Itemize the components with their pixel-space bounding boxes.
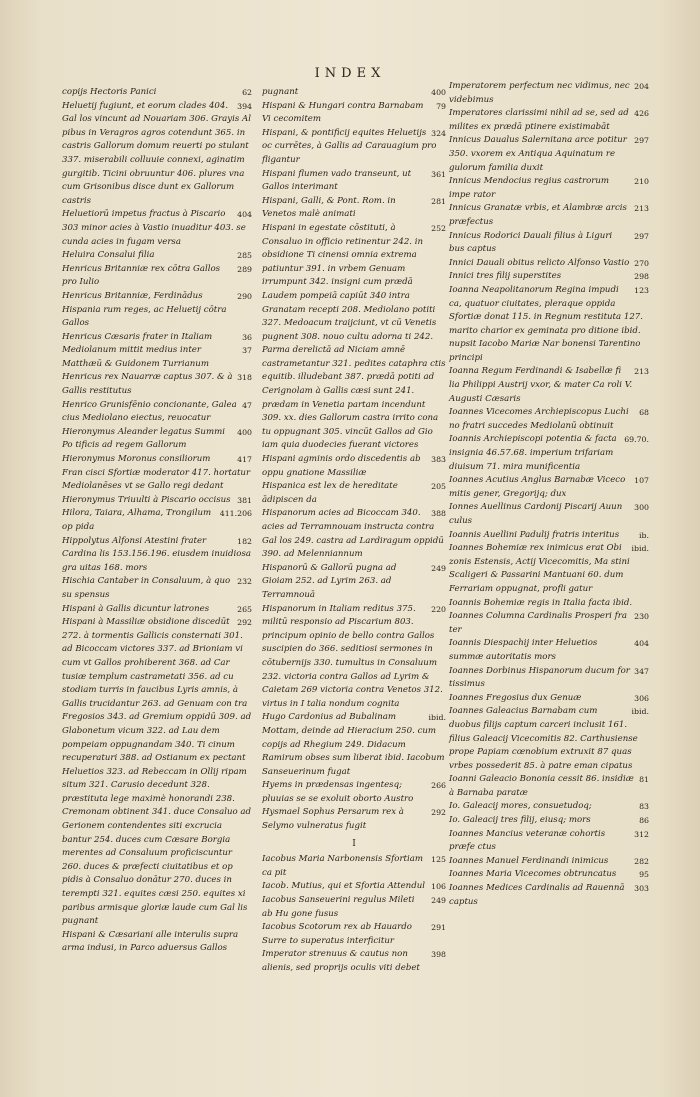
- index-entry: [62, 929, 252, 956]
- page-reference: 182: [237, 536, 252, 546]
- page-reference: 106: [431, 882, 446, 892]
- index-entry: [262, 603, 446, 712]
- index-entry: [449, 705, 649, 773]
- entry-text: Iacobus Maria Narbonensis Sfortiam ca pit: [262, 854, 424, 878]
- entry-text: Imperator strenuus & cautus non alienis, sed proprijs oculis viti debet: [262, 949, 420, 973]
- page-reference: 400: [237, 427, 252, 437]
- index-entry: [449, 692, 649, 706]
- page-reference: 79: [436, 101, 446, 111]
- index-entry: [62, 399, 252, 426]
- entry-text: Heluetiorū impetus fractus à Piscario 303 minor acies à Vastio inuaditur 403. se cunda acies in fugam versa: [62, 209, 246, 247]
- page-reference: 303: [634, 884, 649, 894]
- entry-text: Innici tres filij superstites: [449, 271, 562, 282]
- entry-text: Ioanna Regum Ferdinandi & Isabellæ fi lia Philippi Austrij vxor, & mater Ca roli V. Augusti Cæsaris: [449, 366, 633, 404]
- index-entry: [62, 371, 252, 398]
- index-entry: [449, 230, 649, 257]
- page-reference: 291: [431, 923, 446, 933]
- index-entry: [449, 284, 649, 366]
- page-reference: 312: [634, 829, 649, 839]
- index-entry: [62, 208, 252, 249]
- entry-text: Ioannes Galeacius Barnabam cum duobus filijs captum carceri inclusit 161. filius Galeacij Vicecomitis 82. Carthusiense prope Papiam cœnobium extruxit 87 quas vrbes possederit 85. à patre eman cipatus: [449, 706, 638, 771]
- entry-text: Innicus Mendocius regius castrorum impe rator: [449, 176, 610, 200]
- index-entry: [262, 453, 446, 480]
- page-reference: 265: [237, 604, 252, 614]
- index-entry: [449, 134, 649, 175]
- index-entry: [262, 507, 446, 561]
- entry-text: Hispani à Gallis dicuntur latrones: [62, 603, 210, 614]
- index-entry: [449, 828, 649, 855]
- entry-text: Henricus Britanniæ, Ferdinādus Hispania rum reges, ac Heluetij cōtra Gallos: [62, 290, 227, 329]
- entry-text: Hispanorū & Gallorū pugna ad Gioiam 252. ad Lyrim 263. ad Terramnouā: [262, 562, 397, 600]
- entry-text: Hispanorum in Italiam reditus 375. militū responsio ad Piscarium 803. principum opinio de bello contra Gallos suscipien do 366. seditiosi sermones in cōtubernijs 330. tumultus in Consaluum 232. victoria contra Gallos ad Lyrim & Caietam 269 victoria contra Venetos 312. virtus in I talia nondum cognita: [262, 603, 443, 709]
- index-entry: [449, 868, 649, 882]
- index-entry: [62, 453, 252, 494]
- page-reference: 69.70.: [624, 435, 649, 445]
- index-column-right: [449, 80, 649, 909]
- entry-text: Ioannis Diespachij inter Heluetios summæ autoritatis mors: [449, 638, 598, 662]
- page-reference: 81: [639, 775, 649, 785]
- entry-text: Ioannis Bohemiæ regis in Italia facta ibid.: [449, 597, 633, 608]
- index-entry: [62, 86, 252, 100]
- index-entry: [262, 894, 446, 921]
- page-reference: 417: [237, 455, 252, 465]
- page-reference: 210: [634, 177, 649, 187]
- entry-text: Ioannes Medices Cardinalis ad Rauennā captus: [449, 883, 625, 907]
- index-entry: [449, 665, 649, 692]
- entry-text: Hispani, & pontificij equites Heluetijs oc currētes, à Gallis ad Carauagium pro fligantur: [262, 127, 437, 165]
- entry-text: Hieronymus Moronus consiliorum Fran cisci Sfortiæ moderator 417. hortatur Mediolanēses vt se Gallo regi dedant: [62, 454, 251, 492]
- index-entry: [449, 270, 649, 284]
- index-entry: [262, 168, 446, 195]
- index-entry: [62, 344, 252, 371]
- page-reference: 95: [639, 870, 649, 880]
- index-entry: [449, 814, 649, 828]
- index-entry: [262, 779, 446, 806]
- index-entry: [62, 100, 252, 209]
- index-entry: [449, 365, 649, 406]
- page-reference: 388: [431, 509, 446, 519]
- page-reference: 68: [639, 408, 649, 418]
- index-entry: [262, 562, 446, 603]
- page-reference: 411.206: [219, 509, 252, 519]
- page-reference: 383: [431, 455, 446, 465]
- page-reference: ib.: [639, 530, 649, 540]
- index-entry: [262, 480, 446, 507]
- entry-text: Hispani in egestate cōstituti, à Consaluo in officio retinentur 242. in obsidione Ti cinensi omnia extrema patiuntur 391. in vrbem Genuam irrumpunt 342. insigni cum prædā Laudem pompeiā capiūt 340 intra Granatam recepti 208. Mediolano potiti 327. Medoacum traijciunt, vt cū Venetis pugnent 308. nouo cultu adorna ti 242. Parma derelictā ad Niciam amnē castrametantur 321. pedites cataphra ctis equitib. illudebant 387. prædā potiti ad Cerignolam à Gallis cæsi sunt 241. prædam in Venetia partam incendunt 309. xx. dies Gallorum castra irrito cona tu oppugnant 305. vincūt Gallos ad Gio iam quia duodecies fuerant victores: [262, 222, 446, 451]
- page-reference: 266: [431, 781, 446, 791]
- index-entry: [449, 202, 649, 229]
- entry-text: Ionnes Auellinus Cardonij Piscarij Auun culus: [449, 502, 623, 526]
- index-entry: [449, 474, 649, 501]
- entry-text: Iacobus Sanseuerini regulus Mileti ab Hu gone fusus: [262, 895, 415, 919]
- index-entry: [449, 107, 649, 134]
- entry-text: Iacobus Scotorum rex ab Hauardo Surre to superatus interficitur: [262, 922, 412, 946]
- entry-text: Imperatores clarissimi nihil ad se, sed ad milites ex prædā ptinere existimabāt: [449, 108, 629, 132]
- index-entry: [262, 195, 446, 222]
- page-reference: 285: [237, 251, 252, 261]
- entry-text: Hispani & Hungari contra Barnabam Vi cecomitem: [262, 100, 424, 125]
- section-letter: I: [352, 838, 356, 849]
- page-reference: 306: [634, 693, 649, 703]
- entry-text: Ioanna Neapolitanorum Regina impudi ca, quatuor ciuitates, pleraque oppida Sfortiæ donat 115. in Regnum restituta 127. marito charior ex geminata pro ditione ibid. nupsit Iacobo Mariæ Nar bonensi Tarentino principi: [449, 284, 644, 363]
- page-header: INDEX: [314, 66, 386, 81]
- index-entry: [449, 406, 649, 433]
- entry-text: Iacob. Mutius, qui et Sfortia Attendul: [262, 881, 425, 892]
- entry-text: Ioannes Acutius Anglus Barnabæ Viceco mitis gener, Gregorijq; dux: [449, 475, 626, 499]
- entry-text: pugnant: [262, 87, 299, 97]
- entry-text: Innicus Daualus Salernitana arce potitur 350. vxorem ex Antiqua Aquinatum re gulorum familia duxit: [449, 135, 627, 173]
- page-reference: 252: [431, 223, 446, 233]
- index-entry: [262, 100, 446, 127]
- page-reference: 36: [242, 332, 252, 342]
- entry-text: Hispani à Massiliæ obsidione discedūt 272. à tormentis Gallicis consternati 301. ad Bicoccam victores 337. ad Brioniam vi cum vt Gallos prohiberent 368. ad Car tusiæ templum castrametati 356. ad cu stodiam turris in faucibus Lyris amnis, à Gallis trucidantur 263. ad Genuam con tra Fregosios 343. ad Gremium oppidū 309. ad Glabonetum vicum 322. ad Lau dem pompeiam oppugnandam 340. Ti cinum recuperaturi 388. ad Ostianum ex pectant Heluetios 323. ad Rebeccam in Ollij ripam situm 321. Carusio decedunt 328. præstituta lege maximè honorandi 238. Cremonam obtinent 341. duce Consaluo ad Gerionem contendentes siti excrucia bantur 254. duces cum Cæsare Borgia merentes ad Consaluum proficiscuntur 260. duces & præfecti ciuitatibus et op pidis à Consaluo donātur 270. duces in terempti 321. equites cæsi 250. equites xi paribus armisque gloriæ laude cum Gal lis pugnant: [62, 617, 252, 927]
- page-reference: 290: [237, 291, 252, 301]
- entry-text: Ioannes Vicecomes Archiepiscopus Luchi no fratri succedes Mediolanū obtinuit: [449, 407, 629, 431]
- index-entry: [262, 853, 446, 880]
- index-entry: [449, 80, 649, 107]
- page-reference: 83: [639, 802, 649, 812]
- entry-text: copijs Hectoris Panici: [62, 87, 157, 97]
- entry-text: Ioannes Bohemiæ rex inimicus erat Obi zonis Estensis, Actij Vicecomitis, Ma stini Scaligeri & Passarini Mantuani 60. dum Ferrariam oppugnat, profli gatur: [449, 543, 630, 594]
- page-reference: 318: [237, 373, 252, 383]
- page-reference: 404: [634, 639, 649, 649]
- page-reference: 289: [237, 264, 252, 274]
- page-reference: ibid.: [428, 713, 446, 723]
- index-entry: [262, 222, 446, 453]
- index-entry: [262, 86, 446, 100]
- index-entry: [62, 263, 252, 290]
- index-entry: [449, 542, 649, 596]
- page-reference: 213: [634, 367, 649, 377]
- entry-text: Ioannis Auellini Padulij fratris interitus: [449, 529, 620, 540]
- entry-text: Ioannes Columna Cardinalis Prosperi fra ter: [449, 611, 627, 635]
- page-reference: 220: [431, 604, 446, 614]
- page-reference: 282: [634, 856, 649, 866]
- page-reference: 297: [634, 136, 649, 146]
- entry-text: Hysmael Sophus Persarum rex à Selymo vulneratus fugit: [262, 807, 404, 832]
- page-reference: 298: [634, 272, 649, 282]
- index-column-middle: [262, 86, 446, 976]
- entry-text: Io. Galeacij tres filij, eiusq; mors: [449, 815, 591, 826]
- page-reference: 213: [634, 204, 649, 214]
- page-reference: 205: [431, 482, 446, 492]
- index-entry: [62, 290, 252, 331]
- page-reference: 381: [237, 495, 252, 505]
- page-reference: 249: [431, 896, 446, 906]
- index-entry: [449, 610, 649, 637]
- entry-text: Hilora, Taiara, Alhama, Trongilum op pida: [62, 508, 212, 532]
- index-entry: [449, 175, 649, 202]
- index-entry: [62, 603, 252, 617]
- page-reference: 398: [431, 950, 446, 960]
- entry-text: Ioannes Dorbinus Hispanorum ducum for tissimus: [449, 665, 630, 690]
- page-reference: 270: [634, 258, 649, 268]
- page-reference: 107: [634, 476, 649, 486]
- index-entry: [62, 494, 252, 508]
- page-reference: 361: [431, 169, 446, 179]
- index-entry: [62, 331, 252, 345]
- index-column-left: [62, 86, 252, 956]
- entry-text: Ioannes Fregosius dux Genuæ: [449, 692, 582, 703]
- page-reference: 324: [431, 128, 446, 138]
- index-entry: [449, 773, 649, 800]
- entry-text: Heluetij fugiunt, et eorum clades 404. Gal los vincunt ad Nouariam 306. Grayis Al pibus in Veragros agros cotendunt 365. in castris Gallorum domum reuerti po stulant 337. miserabili colluuie connexi, aginatim gurgitib. Ticini obruuntur 406. plures vna cum Grisonibus disce dunt ex Gallorum castris: [62, 100, 251, 206]
- index-entry: [62, 535, 252, 576]
- page-reference: 37: [242, 346, 252, 356]
- entry-text: Hippolytus Alfonsi Atestini frater Cardina lis 153.156.196. eiusdem inuidiosa gra uitas 168. mors: [62, 535, 251, 573]
- entry-text: Hyems in prædensas ingentesq; pluuias se se exoluit oborto Austro: [262, 780, 414, 804]
- index-entry: [449, 597, 649, 611]
- entry-text: Mediolanum mittit medius inter Matthæū & Guidonem Turrianum: [62, 345, 209, 369]
- page-reference: 300: [634, 503, 649, 513]
- entry-text: Hispani, Galli, & Pont. Rom. in Venetos malè animati: [262, 195, 396, 220]
- index-entry: [449, 257, 649, 271]
- entry-text: Henricus Britanniæ rex cōtra Gallos pro Iulio: [62, 263, 221, 288]
- index-entry: [449, 529, 649, 543]
- entry-text: Henricus rex Nauarræ captus 307. & à Gallis restitutus: [62, 372, 233, 397]
- entry-text: Innicus Rodorici Dauali filius à Liguri bus captus: [449, 230, 613, 255]
- page-reference: 232: [237, 577, 252, 587]
- page-reference: 230: [634, 612, 649, 622]
- page-reference: ibid.: [631, 544, 649, 554]
- page-reference: ibid.: [631, 707, 649, 717]
- index-entry: [262, 921, 446, 948]
- entry-text: Innici Dauali obitus relicto Alfonso Vastio: [449, 257, 630, 268]
- entry-text: Imperatorem perfectum nec vidimus, nec videbimus: [449, 81, 630, 105]
- index-entry: [262, 948, 446, 975]
- index-entry: [62, 249, 252, 263]
- page-reference: 86: [639, 816, 649, 826]
- page-reference: 297: [634, 231, 649, 241]
- page-reference: 281: [431, 196, 446, 206]
- page-reference: 47: [242, 400, 252, 410]
- index-entry: [62, 426, 252, 453]
- page-reference: 404: [237, 210, 252, 220]
- entry-text: Innicus Granatæ vrbis, et Alambræ arcis præfectus: [449, 203, 627, 227]
- index-entry: [449, 882, 649, 909]
- page-reference: 394: [237, 101, 252, 111]
- index-entry: [262, 806, 446, 833]
- page-reference: 292: [431, 808, 446, 818]
- entry-text: Hieronymus Triuulti à Piscario occisus: [62, 494, 231, 505]
- page-reference: 400: [431, 88, 446, 97]
- entry-text: Hugo Cardonius ad Bubalinam Mottam, deinde ad Hieracium 250. cum copijs ad Rhegium 249. Didacum Ramirum obses sum liberat ibid. Iacobum Sanseuerinum fugat: [262, 712, 445, 777]
- entry-text: Henrico Grunisfēnio concionante, Galea cius Mediolano eiectus, reuocatur: [62, 399, 237, 424]
- entry-text: Henricus Cæsaris frater in Italiam: [62, 331, 213, 342]
- entry-text: Hispanorum acies ad Bicoccam 340. acies ad Terramnouam instructa contra Gal los 249. castra ad Lardiragum oppidū 390. ad Melenniannum: [262, 508, 444, 560]
- index-entry: [449, 433, 649, 474]
- index-entry: [449, 800, 649, 814]
- entry-text: Ioannes Mancius veteranæ cohortis præfe ctus: [449, 828, 606, 853]
- page-reference: 62: [242, 88, 252, 97]
- entry-text: Heluira Consalui filia: [62, 250, 155, 261]
- entry-text: Ioannis Archiepiscopi potentia & facta insignia 46.57.68. imperium trifariam diuisum 71. mira munificentia: [449, 434, 617, 472]
- page-reference: 123: [634, 285, 649, 295]
- entry-text: Hispanica est lex de hereditate ādipiscen da: [262, 481, 398, 505]
- entry-text: Hieronymus Aleander legatus Summi Po tificis ad regem Gallorum: [62, 426, 226, 451]
- page-reference: 292: [237, 618, 252, 628]
- index-entry: [262, 880, 446, 894]
- entry-text: Io. Galeacij mores, consuetudoq;: [449, 801, 592, 812]
- entry-text: Hischia Cantaber in Consaluum, à quo su spensus: [62, 576, 231, 600]
- entry-text: Ioannes Manuel Ferdinandi inimicus: [449, 855, 609, 866]
- index-entry: [62, 616, 252, 929]
- index-entry: [262, 711, 446, 779]
- entry-text: Ioanni Galeacio Bononia cessit 86. insidiæ à Barnaba paratæ: [449, 774, 634, 798]
- index-entry: [62, 575, 252, 602]
- index-entry: [449, 501, 649, 528]
- page-reference: 204: [634, 82, 649, 91]
- index-entry: [62, 507, 252, 534]
- index-entry: [262, 127, 446, 168]
- entry-text: Hispani flumen vado transeunt, ut Gallos interimant: [262, 168, 412, 193]
- page-reference: 125: [431, 855, 446, 865]
- index-entry: [449, 855, 649, 869]
- entry-text: Hispani agminis ordo discedentis ab oppu gnatione Massiliæ: [262, 454, 421, 478]
- entry-text: Hispani & Cæsariani alle interulis supra arma indusi, in Parco aduersus Gallos: [62, 929, 239, 954]
- entry-text: Ioannes Maria Vicecomes obtruncatus: [449, 869, 617, 880]
- page-reference: 426: [634, 109, 649, 119]
- index-entry: [449, 637, 649, 664]
- page-reference: 249: [431, 563, 446, 573]
- page-reference: 347: [634, 666, 649, 676]
